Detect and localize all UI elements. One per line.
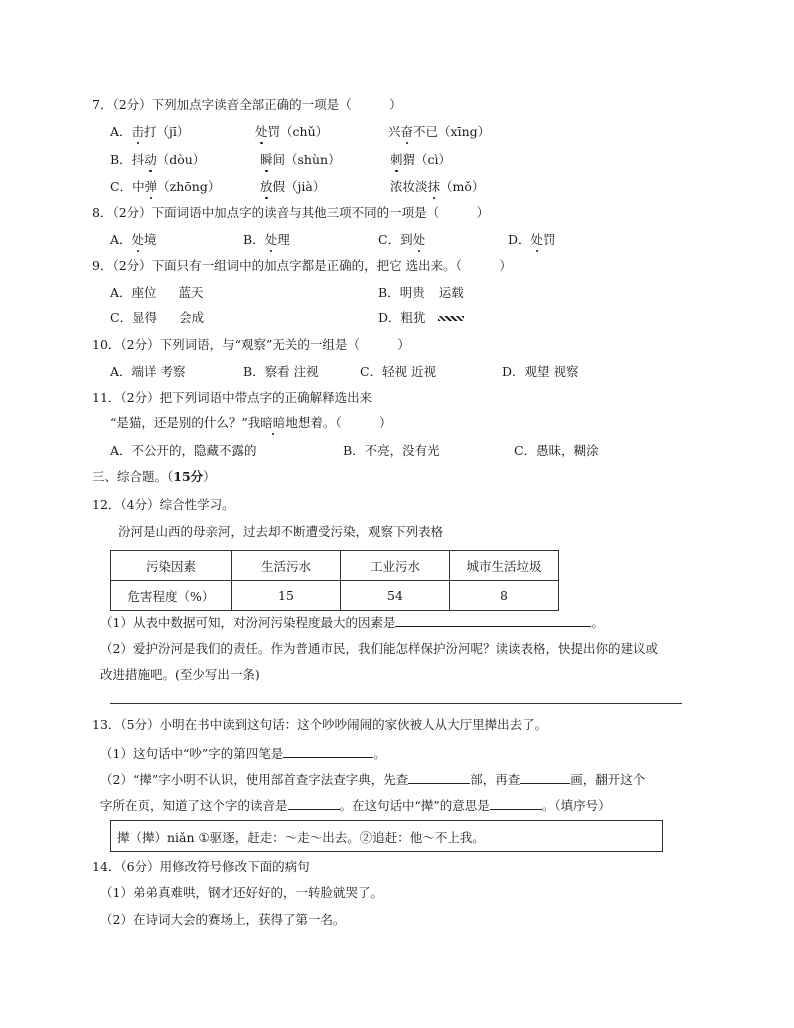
table-header-row [111, 551, 559, 581]
q12-stem: 12．（4分）综合性学习。 [92, 497, 235, 512]
q11-option-c: C．愚昧，糊涂 [514, 443, 599, 458]
q8-stem: 8．（2分）下面词语中加点字的读音与其他三项不同的一项是（ ） [92, 205, 490, 220]
q10-option-b: B．察看 注视 [243, 364, 319, 379]
pollution-table [110, 550, 559, 611]
table-header-cell: 城市生活垃圾 [450, 551, 559, 581]
garbled-glyph [436, 314, 466, 324]
answer-blank[interactable] [408, 771, 470, 784]
q10-stem: 10．（2分）下列词语，与“观察”无关的一组是（ ） [92, 337, 410, 352]
table-cell: 54 [341, 581, 450, 611]
q12-part2-line1: （2）爱护汾河是我们的责任。作为普通市民，我们能怎样保护汾河呢？读读表格，快提出你的建议或 [100, 641, 658, 656]
q7-option-a: A．击打（jī） [110, 124, 190, 139]
dictionary-entry: 撵（撵）niǎn ①驱逐，赶走：～走～出去。②追赶：他～不上我。 [117, 830, 485, 845]
q10-option-d: D．观望 视察 [502, 364, 579, 379]
table-header-cell: 生活污水 [232, 551, 341, 581]
q9-option-d: D．粗犹 [378, 310, 466, 326]
answer-blank[interactable] [395, 614, 591, 627]
q7-option-c3: 浓妆淡抹（mǒ） [390, 179, 485, 194]
q12-part2-line2: 改进措施吧。(至少写出一条) [100, 667, 260, 682]
table-cell: 15 [232, 581, 341, 611]
q9-option-a: A．座位 蓝天 [110, 285, 204, 300]
table-row [111, 581, 559, 611]
q7-option-c2: 放假（jià） [260, 179, 326, 194]
q8-option-b: B．处理 [243, 232, 290, 247]
q11-stem: 11．（2分）把下列词语中带点字的正确解释选出来 [92, 390, 373, 405]
q7-stem: 7．（2分）下列加点字读音全部正确的一项是（ ） [92, 97, 402, 112]
q14-stem: 14．（6分）用修改符号修改下面的病句 [92, 859, 310, 874]
answer-blank[interactable] [288, 797, 340, 810]
answer-line[interactable] [110, 703, 682, 704]
q13-part1: （1）这句话中“吵”字的第四笔是 。 [100, 746, 386, 761]
q8-option-a: A．处境 [110, 232, 157, 247]
table-header-cell: 工业污水 [341, 551, 450, 581]
q7-option-c: C．中弹（zhōng） [110, 179, 221, 194]
q11-quote: “是猫，还是别的什么？”我暗暗地想着。（ ） [110, 415, 392, 430]
q10-option-c: C．轻视 近视 [360, 364, 437, 379]
q13-part2-line2: 字所在页，知道了这个字的读音是 。在这句话中“撵”的意思是 。（填序号） [100, 798, 611, 813]
q12-intro: 汾河是山西的母亲河，过去却不断遭受污染，观察下列表格 [118, 524, 444, 539]
q10-option-a: A．端详 考察 [110, 364, 186, 379]
q14-sentence-1: （1）弟弟真难哄，钢才还好好的，一转脸就哭了。 [100, 885, 383, 900]
q8-option-c: C．到处 [378, 232, 426, 247]
table-cell: 8 [450, 581, 559, 611]
answer-blank[interactable] [490, 797, 542, 810]
q7-option-b2: 瞬间（shùn） [260, 152, 341, 167]
q9-option-c: C．显得 会成 [110, 310, 205, 325]
q8-option-d: D．处罚 [508, 232, 556, 247]
answer-blank[interactable] [520, 771, 570, 784]
section-3-title: 三、综合题。（15分） [92, 469, 216, 484]
q7-option-b: B．抖动（dòu） [110, 152, 206, 167]
q13-part2-line1: （2）“撵”字小明不认识，使用部首查字法查字典，先查 部，再查 画，翻开这个 [100, 772, 646, 787]
q13-stem: 13．（5分）小明在书中读到这句话：这个吵吵闹闹的家伙被人从大厅里撵出去了。 [92, 717, 548, 732]
q11-option-b: B．不亮，没有光 [343, 443, 440, 458]
q7-option-a3: 兴奋不已（xīng） [388, 124, 491, 139]
answer-blank[interactable] [283, 745, 373, 758]
q12-part1: （1）从表中数据可知，对汾河污染程度最大的因素是 。 [100, 615, 604, 630]
table-header-cell: 污染因素 [111, 551, 232, 581]
q9-option-b: B．明贵 运载 [378, 285, 464, 300]
q11-option-a: A．不公开的，隐藏不露的 [110, 443, 257, 458]
table-row-label: 危害程度（%） [111, 581, 232, 611]
q9-stem: 9．（2分）下面只有一组词中的加点字都是正确的，把它 选出来。（ ） [92, 258, 512, 273]
q7-option-b3: 刺猬（cì） [390, 152, 452, 167]
dictionary-entry-box [110, 820, 663, 852]
q7-option-a2: 处罚（chǔ） [255, 124, 329, 139]
q14-sentence-2: （2）在诗词大会的赛场上，获得了第一名。 [100, 912, 346, 927]
